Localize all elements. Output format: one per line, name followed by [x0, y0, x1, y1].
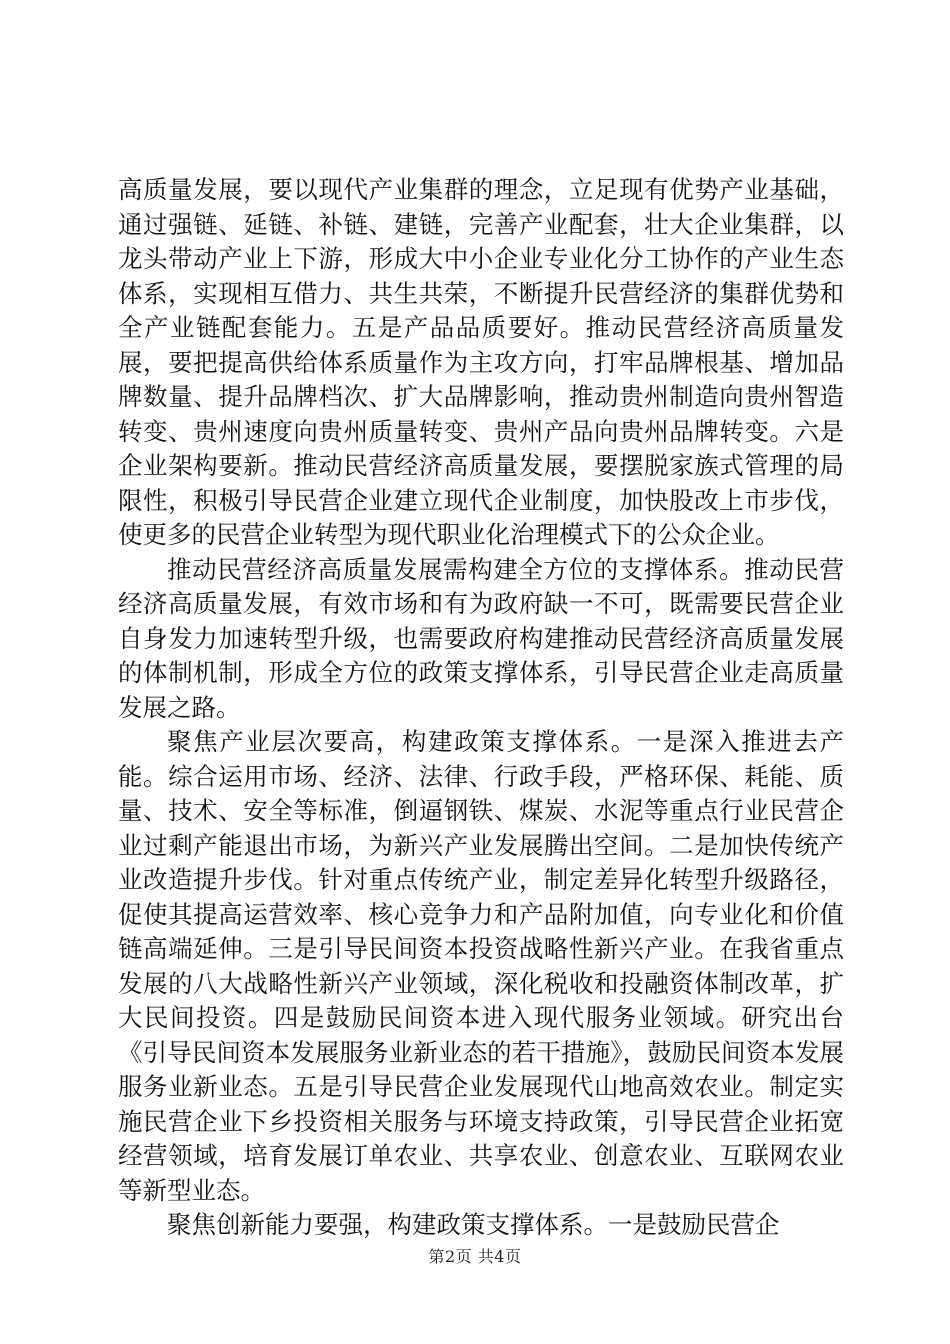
paragraph: 聚焦产业层次要高，构建政策支撑体系。一是深入推进去产能。综合运用市场、经济、法律、行政手段，严格环保、耗能、质量、技术、安全等标准，倒逼钢铁、煤炭、水泥等重点行业民营企业过剩产能退出市场，为新兴产业发展腾出空间。二是加快传统产业改造提升步伐。针对重点传统产业，制定差异化转型升级路径，促使其提高运营效率、核心竞争力和产品附加值，向专业化和价值链高端延伸。三是引导民间资本投资战略性新兴产业。在我省重点发展的八大战略性新兴产业领域，深化税收和投融资体制改革，扩大民间投资。四是鼓励民间资本进入现代服务业领域。研究出台《引导民间资本发展服务业新业态的若干措施》，鼓励民间资本发展服务业新业态。五是引导民营企业发展现代山地高效农业。制定实施民营企业下乡投资相关服务与环境支持政策，引导民营企业拓宽经营领域，培育发展订单农业、共享农业、创意农业、互联网农业等新型业态。 [118, 727, 844, 1205]
paragraph: 高质量发展，要以现代产业集群的理念，立足现有优势产业基础，通过强链、延链、补链、建链，完善产业配套，壮大企业集群，以龙头带动产业上下游，形成大中小企业专业化分工协作的产业生态体系，实现相互借力、共生共荣，不断提升民营经济的集群优势和全产业链配套能力。五是产品品质要好。推动民营经济高质量发展，要把提高供给体系质量作为主攻方向，打牢品牌根基、增加品牌数量、提升品牌档次、扩大品牌影响，推动贵州制造向贵州智造转变、贵州速度向贵州质量转变、贵州产品向贵州品牌转变。六是企业架构要新。推动民营经济高质量发展，要摆脱家族式管理的局限性，积极引导民营企业建立现代企业制度，加快股改上市步伐，使更多的民营企业转型为现代职业化治理模式下的公众企业。 [118, 175, 844, 549]
document-body [118, 173, 844, 1243]
page-number-footer: 第2页 共4页 [428, 1247, 522, 1266]
paragraph: 推动民营经济高质量发展需构建全方位的支撑体系。推动民营经济高质量发展，有效市场和有为政府缺一不可，既需要民营企业自身发力加速转型升级，也需要政府构建推动民营经济高质量发展的体制机制，形成全方位的政策支撑体系，引导民营企业走高质量发展之路。 [118, 554, 844, 722]
paragraph: 聚焦创新能力要强，构建政策支撑体系。一是鼓励民营企 [167, 1210, 780, 1239]
